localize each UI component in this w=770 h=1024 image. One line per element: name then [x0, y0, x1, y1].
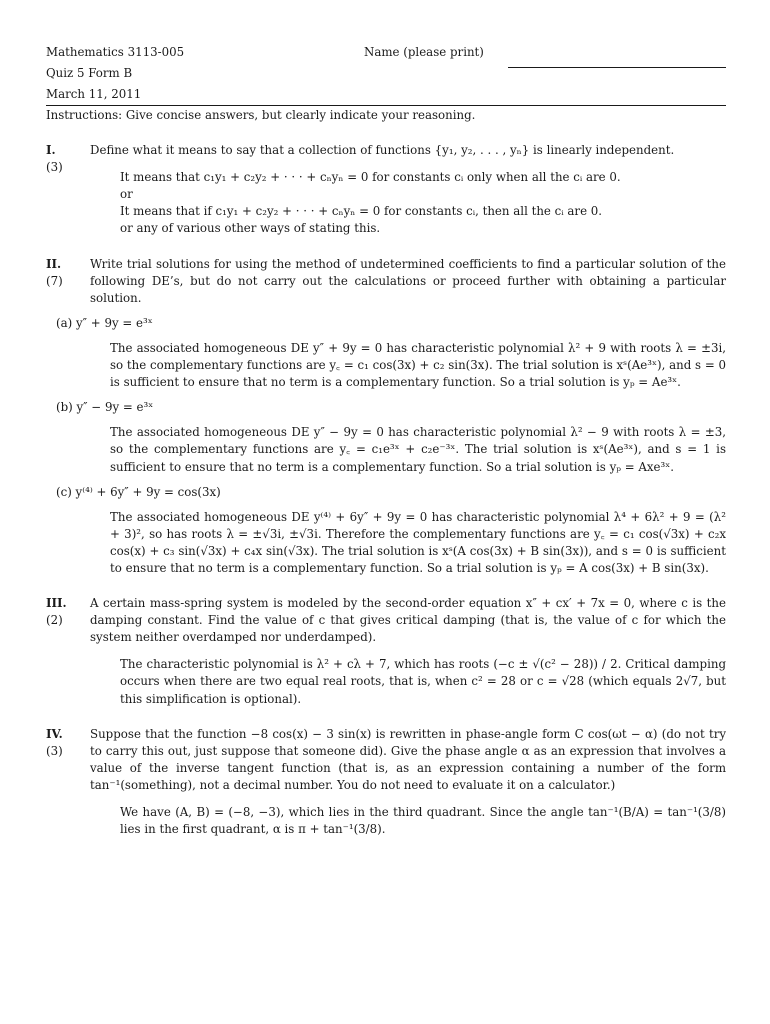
- question-prompt: Write trial solutions for using the method of undetermined coefficients to find a particular solution of the following DE’s, but do not carry out the calculations or proceed further with obtaining a particular solution.: [90, 256, 726, 305]
- question-1: [46, 142, 726, 237]
- quiz-header: [46, 44, 726, 104]
- question-points: (7): [46, 273, 63, 288]
- part-label: (a) y″ + 9y = e³ˣ: [56, 315, 153, 330]
- part-a: [46, 315, 726, 391]
- quiz-title: Quiz 5 Form B: [46, 66, 133, 80]
- part-c: [46, 484, 726, 577]
- question-number: III.: [46, 596, 67, 611]
- part-label: (b) y″ − 9y = e³ˣ: [56, 400, 154, 415]
- answer-line: It means that c₁y₁ + c₂y₂ + · · · + cₙyₙ = 0 for constants cᵢ only when all the cᵢ are 0.: [120, 170, 621, 185]
- question-prompt: A certain mass-spring system is modeled by the second-order equation x″ + cx′ + 7x = 0, where c is the damping constant. Find the value of c that gives critical damping (that is, the value of c for which the system neither overdamped nor underdamped).: [90, 596, 726, 645]
- question-prompt: Suppose that the function −8 cos(x) − 3 sin(x) is rewritten in phase-angle form C cos(ωt − α) (do not try to carry this out, just suppose that someone did). Give the phase angle α as an expression that involves a value of the inverse tangent function (that is, as an expression containing a number of the form tan⁻¹(something), not a decimal number. You do not need to evaluate it on a calculator.): [90, 726, 726, 792]
- question-prompt: Define what it means to say that a collection of functions {y₁, y₂, . . . , yₙ} is linearly independent.: [90, 143, 675, 158]
- question-2: [46, 256, 726, 578]
- part-answer: The associated homogeneous DE y″ − 9y = 0 has characteristic polynomial λ² − 9 with roots λ = ±3, so the complementary functions are y꜀ = c₁e³ˣ + c₂e⁻³ˣ. The trial solution is xˢ(Ae³ˣ), and s = 1 is sufficient to ensure that no term is a complementary function. So a trial solution is yₚ = Axe³ˣ.: [110, 425, 726, 474]
- part-label: (c) y⁽⁴⁾ + 6y″ + 9y = cos(3x): [56, 484, 221, 499]
- quiz-page: [46, 44, 726, 838]
- name-label: Name (please print): [364, 45, 484, 59]
- question-points: (3): [46, 160, 63, 175]
- part-answer: The associated homogeneous DE y″ + 9y = 0 has characteristic polynomial λ² + 9 with roots λ = ±3i, so the complementary functions are y꜀ = c₁ cos(3x) + c₂ sin(3x). The trial solution is xˢ(Ae³ˣ), and s = 0 is sufficient to ensure that no term is a complementary function. So a trial solution is yₚ = Ae³ˣ.: [110, 340, 726, 390]
- question-number: I.: [46, 143, 56, 158]
- name-blank-line: [508, 67, 726, 68]
- question-points: (2): [46, 613, 63, 628]
- answer-line: or any of various other ways of stating this.: [120, 221, 381, 236]
- answer-line: or: [120, 187, 133, 202]
- instructions: Instructions: Give concise answers, but clearly indicate your reasoning.: [46, 108, 476, 122]
- question-3: [46, 595, 726, 708]
- question-4: [46, 726, 726, 839]
- answer-line: It means that if c₁y₁ + c₂y₂ + · · · + cₙyₙ = 0 for constants cᵢ, then all the cᵢ are 0.: [120, 204, 603, 219]
- answer: [120, 169, 726, 237]
- question-number: IV.: [46, 726, 63, 741]
- answer: The characteristic polynomial is λ² + cλ + 7, which has roots (−c ± √(c² − 28)) / 2. Critical damping occurs when there are two equal real roots, that is, when c² = 28 or c = √28 (which equals 2√7, but this simplification is optional).: [120, 657, 726, 706]
- part-answer: The associated homogeneous DE y⁽⁴⁾ + 6y″ + 9y = 0 has characteristic polynomial λ⁴ + 6λ² + 9 = (λ² + 3)², so has roots λ = ±√3i, ±√3i. Therefore the complementary functions are y꜀ = c₁ cos(√3x) + c₂x cos(x) + c₃ sin(√3x) + c₄x sin(√3x). The trial solution is xˢ(A cos(3x) + B sin(3x)), and s = 0 is sufficient to ensure that no term is a complementary function. So a trial solution is yₚ = A cos(3x) + B sin(3x).: [110, 509, 726, 575]
- quiz-date: March 11, 2011: [46, 87, 142, 101]
- question-points: (3): [46, 743, 63, 758]
- course-title: Mathematics 3113-005: [46, 45, 185, 59]
- answer: We have (A, B) = (−8, −3), which lies in the third quadrant. Since the angle tan⁻¹(B/A) = tan⁻¹(3/8) lies in the first quadrant, α is π + tan⁻¹(3/8).: [120, 805, 726, 837]
- question-number: II.: [46, 256, 62, 271]
- part-b: [46, 399, 726, 475]
